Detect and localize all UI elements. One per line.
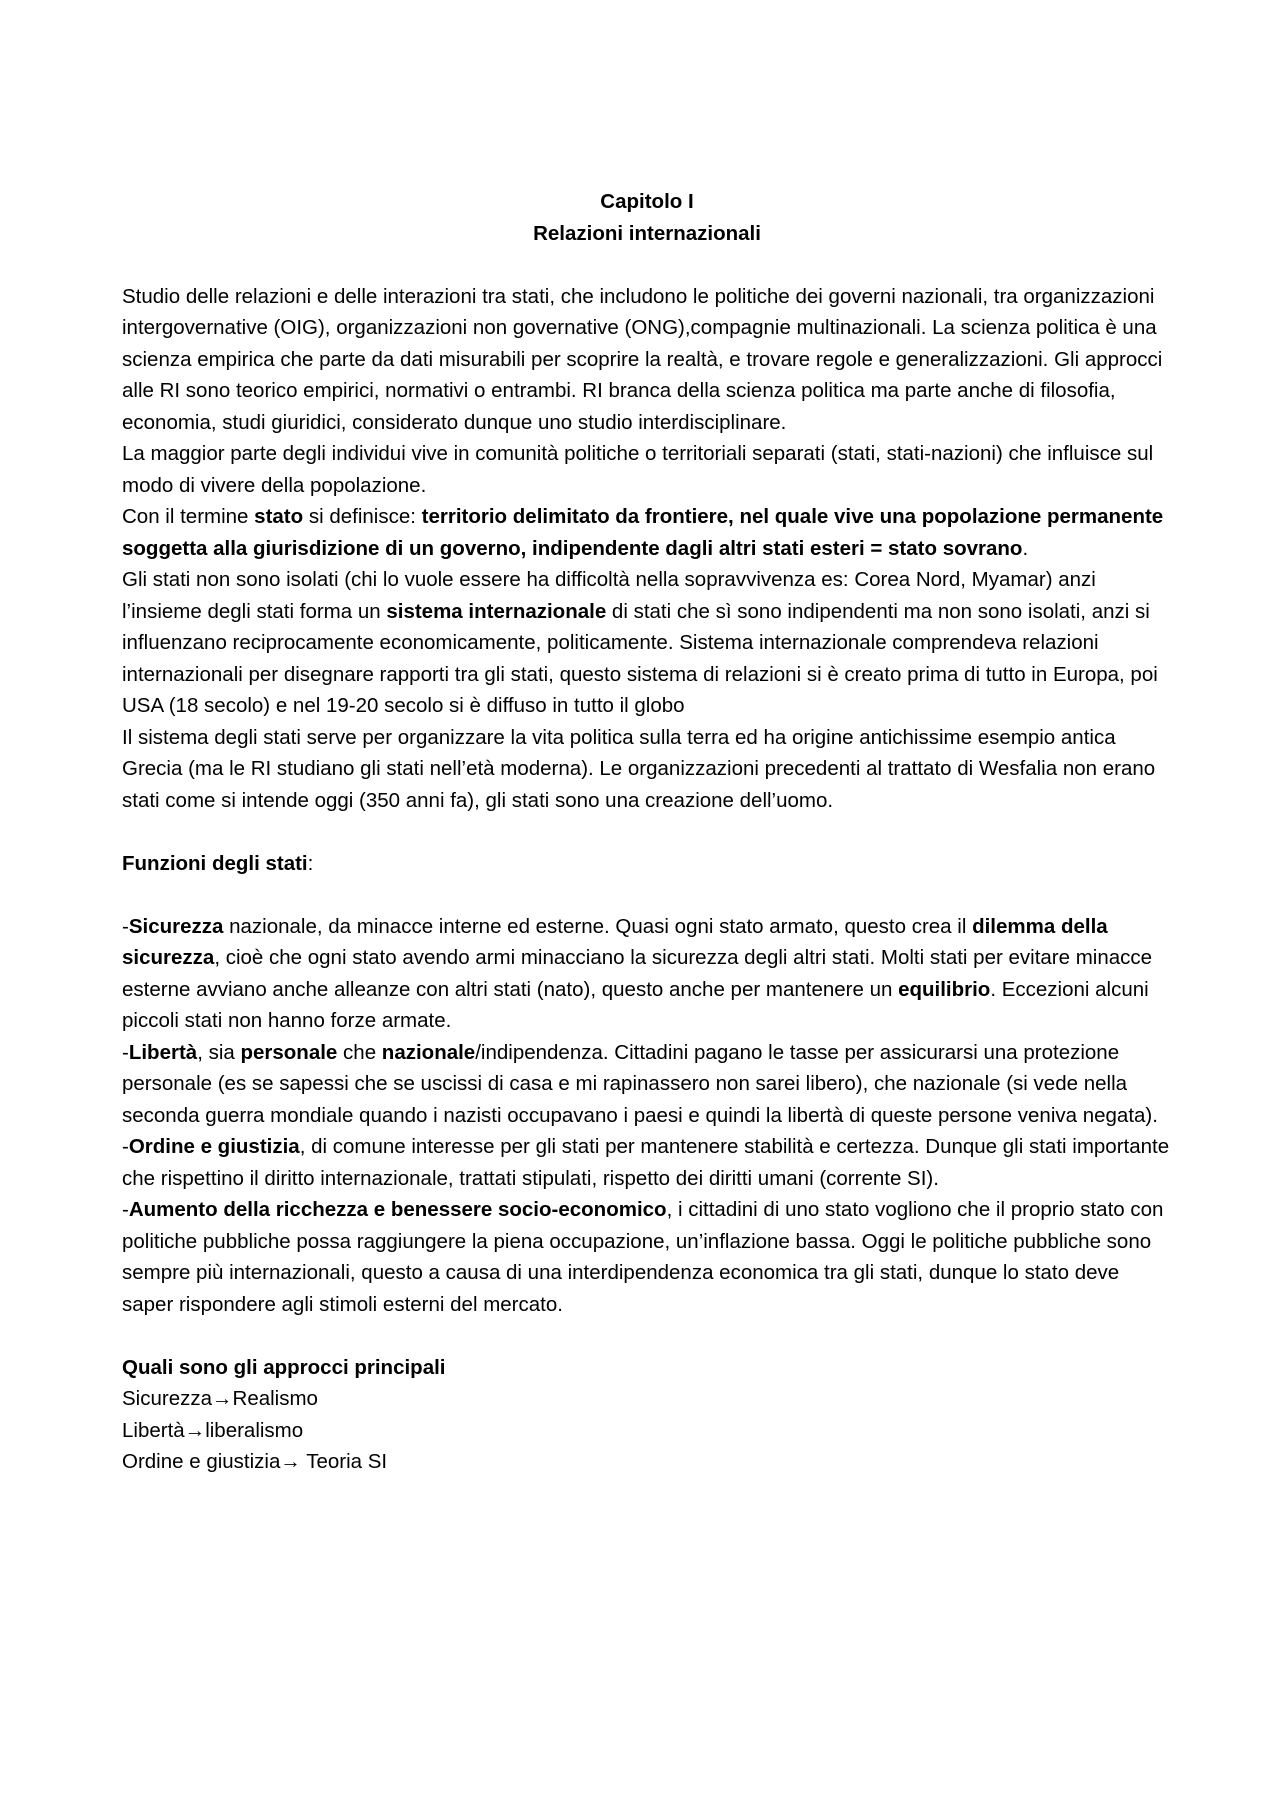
text-run: - bbox=[122, 1040, 129, 1064]
approach-left: Ordine e giustizia bbox=[122, 1450, 281, 1473]
bold-term: personale bbox=[240, 1040, 338, 1064]
approach-right: Realismo bbox=[232, 1387, 318, 1410]
approach-right: Teoria SI bbox=[300, 1450, 388, 1473]
bold-term: Aumento della ricchezza e benessere socio-economico bbox=[128, 1198, 667, 1221]
right-arrow-icon: → bbox=[212, 1387, 233, 1410]
approach-right: liberalismo bbox=[205, 1418, 304, 1442]
functions-heading bbox=[122, 848, 1172, 880]
approach-row bbox=[122, 1383, 1172, 1415]
text-run: , di comune interesse per gli stati per mantenere stabilità e certezza. Dunque gli stati importante che rispettino il diritto internazionale, trattati stipulati, rispetto dei diritti umani (corrente SI). bbox=[122, 1135, 1170, 1190]
bold-definition: territorio delimitato da frontiere, nel quale vive una popolazione permanente soggetta alla giurisdizione di un governo, indipendente dagli altri stati esteri = stato sovrano bbox=[122, 505, 1164, 560]
bold-term-sistema: sistema internazionale bbox=[386, 599, 607, 623]
spacer bbox=[122, 816, 1172, 848]
text-run: si definisce: bbox=[303, 505, 422, 528]
text-run: , sia bbox=[197, 1040, 241, 1064]
text-run: nazionale, da minacce interne ed esterne. Quasi ogni stato armato, questo crea il bbox=[223, 914, 973, 938]
text-run: - bbox=[122, 1198, 129, 1221]
text-run: /indipendenza. Cittadini pagano le tasse per assicurarsi una protezione personale (es se sapessi che se uscissi di casa e mi rapinassero non sarei libero), che nazionale (si vede nella seconda guerra mondiale quando i nazisti occupavano i paesi e quindi la libertà di queste persone veniva negata). bbox=[122, 1040, 1158, 1127]
text-run: Con il termine bbox=[122, 505, 255, 528]
text-run: , cioè che ogni stato avendo armi minacciano la sicurezza degli altri stati. Molti stati per evitare minacce esterne avviano anche alleanze con altri stati (nato), questo anche per mantenere un bbox=[122, 946, 1153, 1001]
approach-left: Libertà bbox=[122, 1418, 185, 1442]
functions-heading-text: Funzioni degli stati bbox=[122, 851, 308, 875]
intro-paragraph-1: Studio delle relazioni e delle interazioni tra stati, che includono le politiche dei governi nazionali, tra organizzazioni intergovernative (OIG), organizzazioni non governative (ONG),compagnie multinazionali. La scienza politica è una scienza empirica che parte da dati misurabili per scoprire la realtà, e trovare regole e generalizzazioni. Gli approcci alle RI sono teorico empirici, normativi o entrambi. RI branca della scienza politica ma parte anche di filosofia, economia, studi giuridici, considerato dunque uno studio interdisciplinare. bbox=[122, 284, 1163, 434]
bold-term-stato: stato bbox=[254, 505, 304, 528]
function-ordine bbox=[122, 1131, 1172, 1194]
right-arrow-icon: → bbox=[184, 1418, 206, 1442]
spacer bbox=[122, 249, 1172, 281]
chapter-title: Capitolo I bbox=[600, 190, 694, 213]
intro-paragraph-2: La maggior parte degli individui vive in comunità politiche o territoriali separati (stati, stati-nazioni) che influisce sul modo di vivere della popolazione. bbox=[122, 442, 1154, 497]
approaches-heading bbox=[122, 1352, 1172, 1384]
function-liberta bbox=[122, 1037, 1172, 1132]
spacer bbox=[122, 1320, 1172, 1352]
bold-term: equilibrio bbox=[898, 977, 991, 1001]
approaches-heading-text: Quali sono gli approcci principali bbox=[122, 1355, 446, 1379]
text-run: che bbox=[337, 1040, 382, 1064]
chapter-subtitle: Relazioni internazionali bbox=[533, 221, 761, 245]
right-arrow-icon: → bbox=[280, 1450, 301, 1473]
text-run: . Eccezioni alcuni piccoli stati non hanno forze armate. bbox=[122, 977, 1149, 1032]
text-run: Gli stati non sono isolati (chi lo vuole essere ha difficoltà nella sopravvivenza es: Corea Nord, Myamar) anzi l’insieme degli stati forma un bbox=[122, 568, 1096, 623]
bold-term: Libertà bbox=[128, 1040, 198, 1064]
function-sicurezza bbox=[122, 911, 1172, 1037]
function-ricchezza bbox=[122, 1194, 1172, 1320]
text-run: . bbox=[1022, 536, 1029, 560]
text-run: : bbox=[307, 851, 314, 875]
text-run: , i cittadini di uno stato vogliono che il proprio stato con politiche pubbliche possa raggiungere la piena occupazione, un’inflazione bassa. Oggi le politiche pubbliche sono sempre più internazionali, questo a causa di una interdipendenza economica tra gli stati, dunque lo stato deve saper rispondere agli stimoli esterni del mercato. bbox=[122, 1198, 1164, 1316]
text-run: - bbox=[122, 914, 129, 938]
approach-row bbox=[122, 1415, 1172, 1447]
international-system-paragraph bbox=[122, 564, 1172, 722]
text-run: di stati che sì sono indipendenti ma non sono isolati, anzi si influenzano reciprocamente economicamente, politicamente. Sistema internazionale comprendeva relazioni internazionali per disegnare rapporti tra gli stati, questo sistema di relazioni si è creato prima di tutto in Europa, poi USA (18 secolo) e nel 19-20 secolo si è diffuso in tutto il globo bbox=[122, 599, 1158, 717]
state-definition-paragraph bbox=[122, 501, 1172, 564]
bold-term: Sicurezza bbox=[128, 914, 224, 938]
text-run: - bbox=[122, 1135, 129, 1158]
spacer bbox=[122, 879, 1172, 911]
bold-term: dilemma della sicurezza bbox=[122, 914, 1108, 969]
approach-left: Sicurezza bbox=[122, 1387, 213, 1410]
approach-row bbox=[122, 1446, 1172, 1478]
bold-term: Ordine e giustizia bbox=[128, 1135, 300, 1158]
document-body bbox=[122, 186, 1172, 1478]
state-system-origin-paragraph: Il sistema degli stati serve per organizzare la vita politica sulla terra ed ha origine antichissime esempio antica Grecia (ma le RI studiano gli stati nell’età moderna). Le organizzazioni precedenti al trattato di Wesfalia non erano stati come si intende oggi (350 anni fa), gli stati sono una creazione dell’uomo. bbox=[122, 725, 1156, 812]
bold-term: nazionale bbox=[381, 1040, 476, 1064]
